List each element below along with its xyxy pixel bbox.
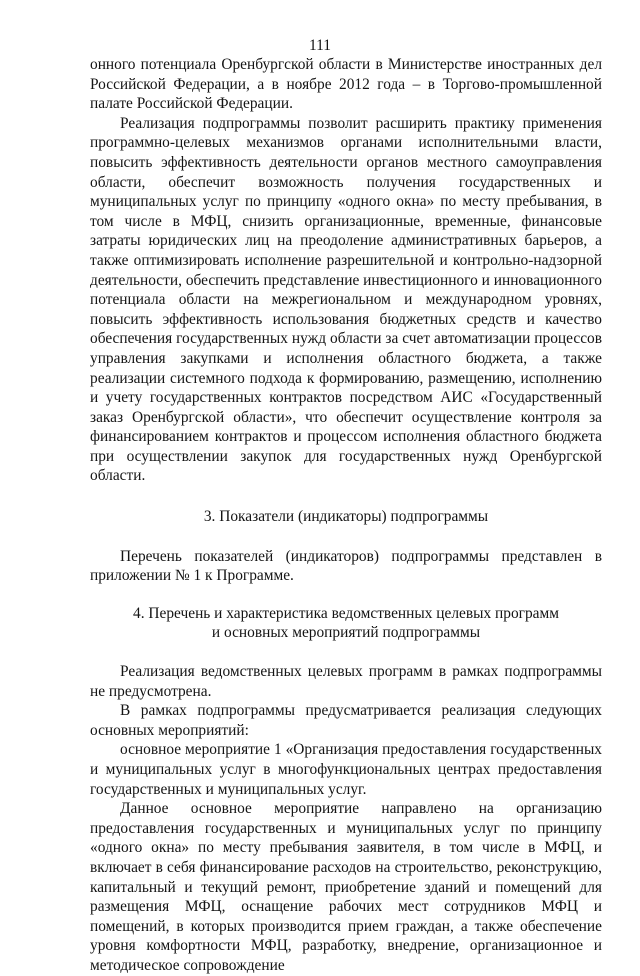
section-heading-programs-line1: 4. Перечень и характеристика ведомственных целевых программ bbox=[133, 604, 559, 622]
document-body bbox=[90, 55, 602, 976]
paragraph-subprogram-effects: Реализация подпрограммы позволит расширить практику применения программно-целевых механизмов органами исполнительными власти, повысить эффективность деятельности органов местного самоуправления области, обеспечит возможность получения государственных и муниципальных услуг по принципу «одного окна» по месту пребывания, в том числе в МФЦ, снизить организационные, временные, финансовые затраты юридических лиц на преодоление административных барьеров, а также оптимизировать исполнение разрешительной и контрольно-надзорной деятельности, обеспечить представление инвестиционного и инновационного потенциала области на межрегиональном и международном уровнях, повысить эффективность использования бюджетных средств и качество обеспечения государственных нужд области за счет автоматизации процессов управления закупками и исполнения областного бюджета, а также реализации системного подхода к формированию, размещению, исполнению и учету государственных контрактов посредством АИС «Государственный заказ Оренбургской области», что обеспечит осуществление контроля за финансированием контрактов и процессом исполнения областного бюджета при осуществлении закупок для государственных нужд Оренбургской области. bbox=[90, 114, 602, 485]
paragraph-main-activities-intro: В рамках подпрограммы предусматривается реализация следующих основных мероприятий: bbox=[90, 702, 602, 739]
section-heading-programs bbox=[90, 604, 602, 643]
page-number: 111 bbox=[308, 37, 332, 54]
section-heading-programs-line2: и основных мероприятий подпрограммы bbox=[211, 624, 481, 642]
section-heading-indicators: 3. Показатели (индикаторы) подпрограммы bbox=[203, 508, 489, 526]
paragraph-departmental-programs: Реализация ведомственных целевых программ в рамках подпрограммы не предусмотрена. bbox=[90, 663, 602, 700]
paragraph-indicators-list: Перечень показателей (индикаторов) подпрограммы представлен в приложении № 1 к Программе. bbox=[90, 547, 602, 585]
paragraph-main-activity-description: Данное основное мероприятие направлено на организацию предоставления государственных и муниципальных услуг по принципу «одного окна» по месту пребывания заявителя, в том числе в МФЦ, и включает в себя финансирование расходов на строительство, реконструкцию, капитальный и текущий ремонт, приобретение зданий и помещений для размещения МФЦ, оснащение рабочих мест сотрудников МФЦ и помещений, в которых производится прием граждан, а также обеспечение уровня комфортности МФЦ, разработку, внедрение, организационное и методическое сопровождение bbox=[90, 800, 602, 974]
paragraph-main-activity-1: основное мероприятие 1 «Организация предоставления государственных и муниципальных услуг в многофункциональных центрах предоставления государственных и муниципальных услуг. bbox=[90, 741, 602, 798]
paragraph-continuation: онного потенциала Оренбургской области в Министерстве иностранных дел Российской Федерации, а в ноябре 2012 года – в Торгово-промышленной палате Российской Федерации. bbox=[90, 56, 602, 113]
